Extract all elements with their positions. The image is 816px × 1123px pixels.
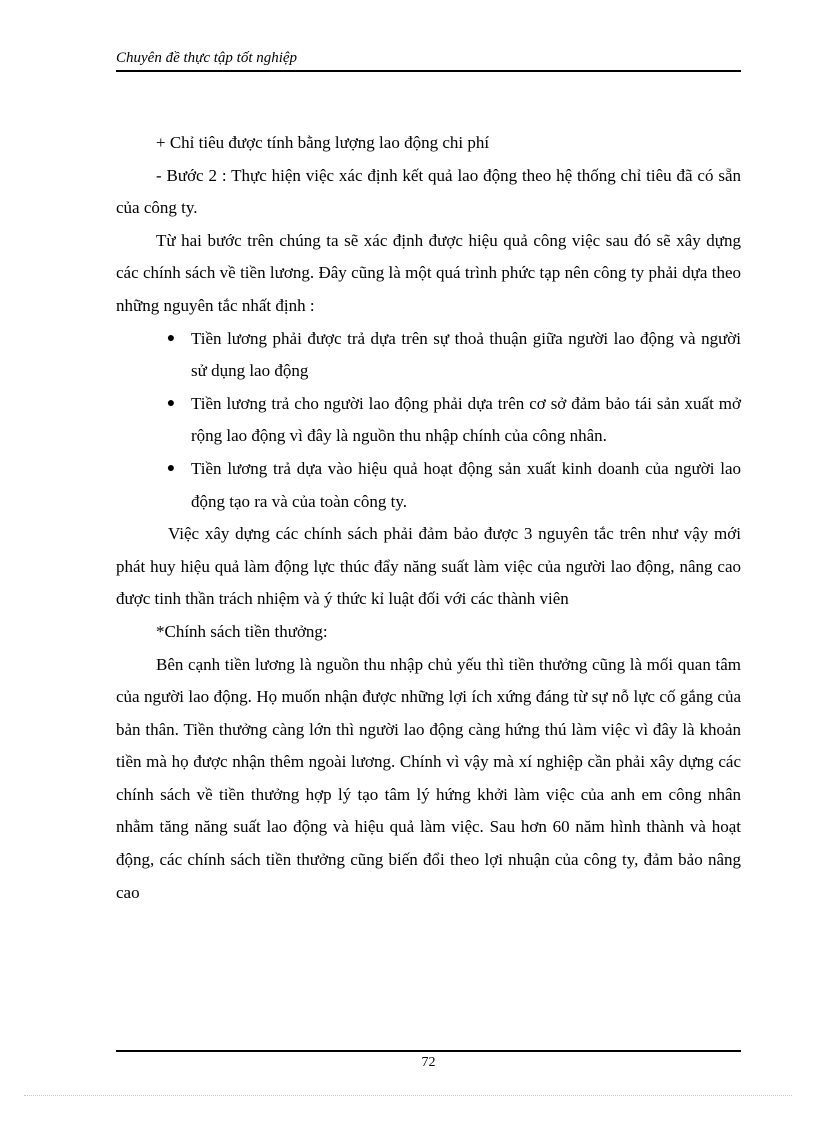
bullet-icon: ● [166,330,176,346]
page-header [116,48,741,72]
header-title: Chuyên đề thực tập tốt nghiệp [116,50,298,66]
list-item [116,323,741,388]
step-2-paragraph: - Bước 2 : Thực hiện việc xác định kết quả lao động theo hệ thống chỉ tiêu đã có sẵn của công ty. [116,165,741,218]
bonus-paragraph: Bên cạnh tiền lương là nguồn thu nhập chủ yếu thì tiền thưởng cũng là mối quan tâm của người lao động. Họ muốn nhận được những lợi ích xứng đáng từ sự nỗ lực cố gắng của bản thân. Tiền thưởng càng lớn thì người lao động càng hứng thú làm việc vì đây là khoản tiền mà họ được nhận thêm ngoài lương. Chính vì vậy mà xí nghiệp cần phải xây dựng các chính sách về tiền thưởng hợp lý tạo tâm lý hứng khởi làm việc của anh em công nhân nhằm tăng năng suất lao động và hiệu quả làm việc. Sau hơn 60 năm hình thành và hoạt động, các chính sách tiền thưởng cũng biến đổi theo lợi nhuận của công ty, đảm bảo nâng cao [116,654,741,902]
bullet-icon: ● [166,395,176,411]
bonus-heading: *Chính sách tiền thưởng: [156,621,328,641]
page-body [116,127,741,909]
principles-list [116,323,741,519]
policy-intro-paragraph: Từ hai bước trên chúng ta sẽ xác định được hiệu quả công việc sau đó sẽ xây dựng các chính sách về tiền lương. Đây cũng là một quá trình phức tạp nên công ty phải dựa theo những nguyên tắc nhất định : [116,230,741,315]
page-bottom-divider [24,1095,792,1096]
list-item [116,388,741,453]
bullet-icon: ● [166,460,176,476]
page-number: 72 [421,1055,436,1070]
footer-divider [116,1050,741,1052]
criterion-line: + Chỉ tiêu được tính bằng lượng lao động chi phí [156,133,490,152]
list-item [116,453,741,518]
principle-text: Tiền lương phải được trả dựa trên sự thoả thuận giữa người lao động và người sử dụng lao động [191,328,741,381]
three-principles-paragraph: Việc xây dựng các chính sách phải đảm bảo được 3 nguyên tắc trên như vậy mới phát huy hiệu quả làm động lực thúc đẩy năng suất làm việc của người lao động, nâng cao được tinh thần trách nhiệm và ý thức kỉ luật đối với các thành viên [116,524,741,609]
principle-text: Tiền lương trả cho người lao động phải dựa trên cơ sở đảm bảo tái sản xuất mở rộng lao động vì đây là nguồn thu nhập chính của công nhân. [191,393,741,446]
principle-text: Tiền lương trả dựa vào hiệu quả hoạt động sản xuất kinh doanh của người lao động tạo ra và của toàn công ty. [191,458,741,511]
